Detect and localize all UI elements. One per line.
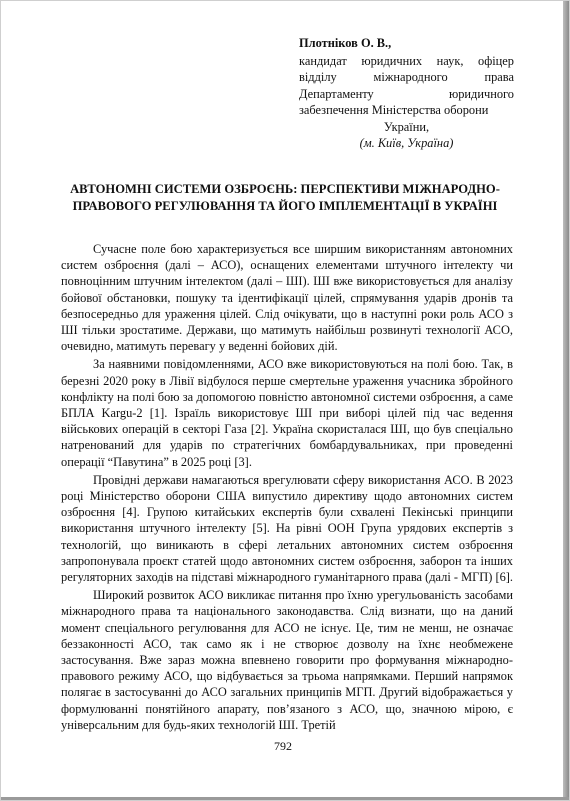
paragraph-4: Широкий розвиток АСО викликає питання про їхню урегульованість засобами міжнародного права та національного законодавства. Слід визнати, що на даний момент спеціального регулювання для АСО не існує. Це, тим не менш, не означає беззаконності АСО, так само як і не створює дозволу на їхнє необмежене застосування. Вже зараз можна впевнено говорити про формування міжнародно-правового режиму АСО, що відбувається за трьома напрямками. Перший напрямок полягає в застосуванні до АСО загальних принципів МГП. Другий відображається у формулюванні понятійного апарату, пов’язаного з АСО, що, значною мірою, є універсальним для будь-яких технологій ШІ. Третій [61,588,513,732]
paragraph-1: Сучасне поле бою характеризується все ширшим використанням автономних систем озброєння (далі – АСО), оснащених елементами штучного інтелекту чи повноцінним штучним інтелектом (далі – ШІ). ШІ вже використовується для аналізу бойової обстановки, пошуку та ідентифікації цілей, спрямування ударів дронів та безпосередньо для ураження цілей. Слід очікувати, що в наступні роки роль АСО з ШІ тільки зростатиме. Держави, що матимуть найбільш розвинуті технології АСО, очевидно, матимуть перевагу у веденні бойових дій. [61,242,513,354]
page-edge-shadow [563,1,569,801]
author-country: України, [383,119,430,134]
page-number: 792 [274,739,292,753]
document-page [1,1,565,799]
author-block [299,35,514,152]
page-bottom-edge [1,797,570,800]
author-affiliation: кандидат юридичних наук, офіцер відділу міжнародного права Департаменту юридичного забезпечення Міністерства оборони [299,53,514,117]
author-name: Плотніков О. В., [299,36,392,50]
article-title: АВТОНОМНІ СИСТЕМИ ОЗБРОЄНЬ: ПЕРСПЕКТИВИ МІЖНАРОДНО-ПРАВОВОГО РЕГУЛЮВАННЯ ТА ЙОГО ІМПЛЕМЕНТАЦІЇ В УКРАЇНІ [70,182,500,213]
paragraph-2: За наявними повідомленнями, АСО вже використовуються на полі бою. Так, в березні 2020 року в Лівії відбулося перше смертельне ураження учасника збройного конфлікту на полі бою за допомогою повністю автономної системи озброєння, а саме БПЛА Kargu-2 [1]. Ізраїль використовує ШІ при виборі цілей під час ведення військових операцій в секторі Газа [2]. Україна скористалася ШІ, що був спеціально натренований для ударів по стратегічних бомбардувальниках, при проведенні операції “Павутина” в 2025 році [3]. [61,357,513,469]
paragraph-3: Провідні держави намагаються врегулювати сферу використання АСО. В 2023 році Міністерство оборони США випустило директиву щодо автономних систем озброєння [4]. Групою китайських експертів були схвалені Пекінські принципи використання штучного інтелекту [5]. На рівні ООН Група урядових експертів з технологій, що виникають в сфері летальних автономних систем озброєння запропонувала проєкт статей щодо автономних систем озброєння, заборон та інших регуляторних заходів на підставі міжнародного гуманітарного права (далі - МГП) [6]. [61,472,514,585]
article-body [61,241,513,735]
author-location: (м. Київ, Україна) [359,136,454,150]
